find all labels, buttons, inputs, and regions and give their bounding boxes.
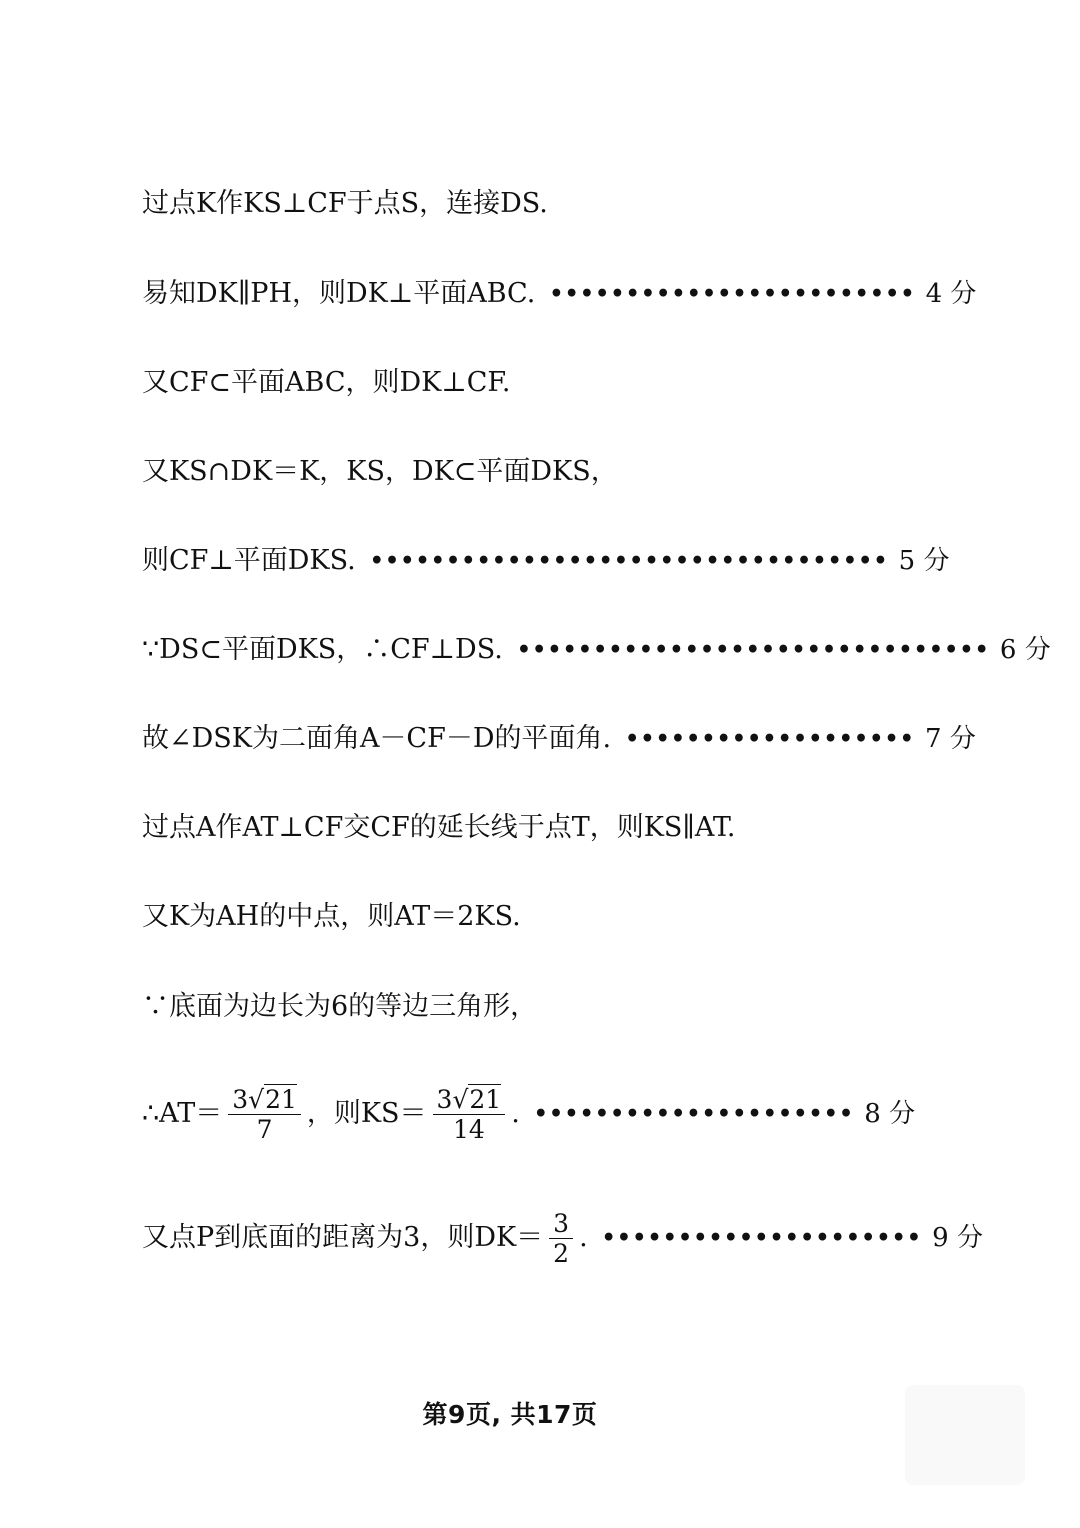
line-text: 又点P到底面的距离为3，则DK＝ <box>142 1222 544 1253</box>
fraction-ks <box>433 1085 506 1144</box>
dot-leader: •••••••••••••••••••••••• <box>549 281 916 307</box>
solution-line-8 <box>142 811 736 845</box>
score-label: 6 分 <box>999 635 1051 665</box>
solution-line-11 <box>142 1082 915 1146</box>
fraction-denominator: 14 <box>452 1114 485 1144</box>
coefficient: 3 <box>436 1084 453 1114</box>
fraction-numerator <box>228 1085 301 1114</box>
fraction-dk <box>549 1209 573 1268</box>
fraction-denominator: 2 <box>553 1238 570 1268</box>
solution-line-6 <box>142 633 1051 667</box>
line-text: ∵底面为边长为6的等边三角形， <box>142 991 538 1022</box>
coefficient: 3 <box>232 1084 249 1114</box>
solution-line-4 <box>142 455 618 489</box>
dot-leader: ••••••••••••••••••••••••••••••• <box>516 637 990 663</box>
score-label: 8 分 <box>864 1099 916 1129</box>
line-text: 又KS∩DK＝K，KS，DK⊂平面DKS， <box>142 456 618 487</box>
score-label: 7 分 <box>925 724 976 754</box>
solution-line-5 <box>142 544 949 578</box>
line-text: ∴AT＝ <box>142 1098 223 1129</box>
solution-line-3 <box>142 366 511 400</box>
fraction-numerator: 3 <box>553 1208 570 1238</box>
page-footer <box>0 1395 1080 1431</box>
line-text: 又CF⊂平面ABC，则DK⊥CF. <box>142 367 511 398</box>
sqrt-symbol: √21 <box>452 1084 502 1114</box>
line-text: . <box>511 1098 520 1129</box>
solution-line-2 <box>142 277 976 311</box>
sqrt-symbol: √21 <box>248 1084 297 1114</box>
dot-leader: ••••••••••••••••••• <box>625 726 916 752</box>
line-text: 则CF⊥平面DKS. <box>142 545 356 576</box>
fraction-denominator: 7 <box>256 1114 273 1144</box>
dot-leader: ••••••••••••••••••••• <box>601 1225 923 1251</box>
score-label: 5 分 <box>898 546 950 576</box>
line-text: ，则KS＝ <box>306 1098 427 1129</box>
dot-leader: ••••••••••••••••••••• <box>533 1101 855 1127</box>
line-text: 故∠DSK为二面角A－CF－D的平面角. <box>142 723 612 754</box>
line-text: 易知DK∥PH，则DK⊥平面ABC. <box>142 278 536 309</box>
solution-line-10 <box>142 990 537 1024</box>
line-text: 又K为AH的中点，则AT＝2KS. <box>142 901 521 932</box>
page-number: 第9页, 共17页 <box>422 1400 598 1429</box>
line-text: 过点A作AT⊥CF交CF的延长线于点T，则KS∥AT. <box>142 812 736 843</box>
score-label: 9 分 <box>932 1223 983 1253</box>
dot-leader: •••••••••••••••••••••••••••••••••• <box>369 548 889 574</box>
line-text: ∵DS⊂平面DKS，∴CF⊥DS. <box>142 634 503 665</box>
solution-line-12 <box>142 1206 983 1270</box>
score-label: 4 分 <box>925 279 977 309</box>
solution-line-7 <box>142 722 976 756</box>
radicand: 21 <box>469 1084 502 1114</box>
fraction-numerator <box>433 1085 506 1114</box>
radicand: 21 <box>265 1084 297 1114</box>
solution-line-9 <box>142 900 521 934</box>
line-text: . <box>579 1222 588 1253</box>
fraction-at <box>228 1085 301 1144</box>
solution-line-1 <box>142 187 548 221</box>
line-text: 过点K作KS⊥CF于点S，连接DS. <box>142 188 548 219</box>
